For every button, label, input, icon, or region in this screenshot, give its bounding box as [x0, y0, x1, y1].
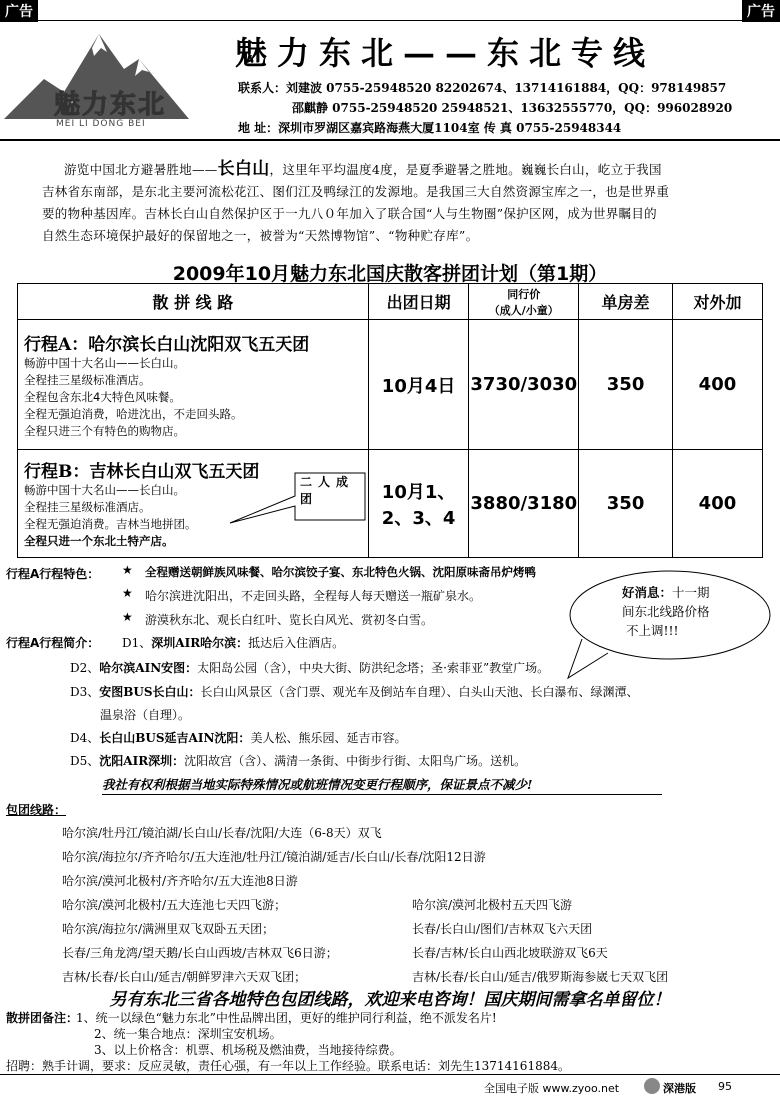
news-head: 好消息：	[622, 585, 673, 600]
note-item: 2、统一集合地点：深圳宝安机场。	[94, 1027, 282, 1041]
logo-text: 魅力东北	[54, 90, 167, 120]
page-number: 95	[718, 1080, 732, 1093]
callout-two-persons: 二人成团	[300, 475, 355, 506]
feature-star-icon: ★	[122, 586, 133, 600]
charter-route: 长春/三角龙湾/望天鹅/长白山西坡/吉林双飞6日游；	[62, 946, 338, 960]
address-line: 地 址：深圳市罗湖区嘉宾路海燕大厦1104室 传 真 0755-25948344	[238, 121, 622, 135]
day-desc: 美人松、熊乐园、延吉市容。	[250, 731, 407, 745]
day-number: D3、	[70, 685, 100, 699]
charter-route: 哈尔滨/漠河北极村/齐齐哈尔/五大连池8日游	[62, 874, 298, 888]
header-external: 对外加	[672, 284, 762, 320]
intro-line-2: 吉林省东南部，是东北主要河流松花江、图们江及鸭绿江的发源地。是我国三大自然资源宝库之一，也是世界重	[42, 184, 670, 199]
itinerary-label: 行程A行程简介：	[6, 636, 100, 650]
day-number: D5、	[70, 754, 100, 768]
note-item: 1、统一以绿色“魅力东北”中性品牌出团，更好的维护同行利益，绝不派发名片!	[76, 1011, 497, 1025]
external-cell-b: 400	[672, 450, 762, 558]
date-b-l2: 2、3、4	[381, 507, 456, 529]
intro-highlight: 长白山	[217, 159, 270, 179]
single-cell-a: 350	[579, 320, 673, 450]
date-cell-a	[368, 320, 469, 450]
feature-star-icon: ★	[122, 563, 133, 577]
route-a-line: 全程无强迫消费，哈进沈出，不走回头路。	[24, 406, 243, 421]
charter-route: 吉林/长春/长白山/延吉/俄罗斯海参崴七天双飞团	[412, 970, 669, 984]
charter-route: 哈尔滨/海拉尔/满洲里双飞双卧五天团；	[62, 922, 275, 936]
date-b-l1: 10月1、	[381, 481, 456, 503]
notes-label: 散拼团备注：	[6, 1011, 79, 1025]
page-title: 魅力东北——东北专线	[235, 34, 656, 72]
day-desc: 沈阳故宫（含）、满清一条街、中街步行街、太阳鸟广场。送机。	[184, 754, 527, 768]
day-route: 深圳AIR哈尔滨：	[151, 636, 249, 650]
route-b-line: 全程挂三星级标准酒店。	[24, 500, 151, 514]
charter-route: 哈尔滨/漠河北极村五天四飞游	[412, 898, 573, 912]
price-cell-b: 3880/3180	[469, 450, 579, 558]
top-rule	[0, 20, 780, 21]
price-cell-a: 3730/3030	[469, 320, 579, 450]
header-rule	[0, 139, 780, 141]
header-price-l1: 同行价	[507, 287, 541, 301]
header-single: 单房差	[579, 284, 673, 320]
route-a-line: 畅游中国十大名山——长白山。	[24, 355, 185, 370]
charter-route: 吉林/长春/长白山/延吉/朝鲜罗津六天双飞团；	[62, 970, 307, 984]
header-price-l2: （成人/小童）	[488, 303, 559, 317]
news-text-3: 不上调!!!	[626, 623, 679, 638]
logo-pinyin: MEI LI DONG BEI	[56, 119, 146, 129]
header-price	[469, 284, 579, 320]
route-a-line: 全程包含东北4大特色风味餐。	[24, 389, 181, 404]
logo	[4, 24, 219, 134]
ad-tag-left: 广告	[0, 0, 38, 22]
day-desc: 太阳岛公园（含），中央大街、防洪纪念塔；圣·索菲亚”教堂广场。	[197, 661, 550, 675]
intro-paragraph	[42, 158, 762, 247]
schedule-table	[17, 283, 763, 558]
charter-label: 包团线路：	[6, 803, 67, 817]
footer-site: 全国电子版 www.zyoo.net	[484, 1082, 620, 1095]
footer-rule	[0, 1074, 780, 1075]
day-route: 沈阳AIR深圳：	[99, 754, 185, 768]
route-a-line: 全程挂三星级标准酒店。	[24, 372, 151, 387]
recruit-line: 招聘：熟手计调，要求：反应灵敏，责任心强，有一年以上工作经验。联系电话：刘先生13714161884。	[6, 1059, 570, 1073]
news-bubble-text	[622, 583, 710, 640]
itinerary-day	[70, 659, 549, 676]
day-route: 长白山BUS延吉AIN沈阳：	[99, 731, 251, 745]
charter-route: 长春/长白山/图们/吉林双飞六天团	[412, 922, 593, 936]
slogan: 另有东北三省各地特色包团线路，欢迎来电咨询！国庆期间需拿名单留位！	[109, 990, 671, 1010]
route-b-line: 畅游中国十大名山——长白山。	[24, 483, 185, 497]
day-desc: 长白山风景区（含门票、观光车及倒站车自理）、白头山天池、长白瀑布、绿渊潭、	[200, 685, 639, 699]
header-date: 出团日期	[368, 284, 469, 320]
date-a: 10月4日	[381, 375, 456, 397]
intro-pre: 游览中国北方避暑胜地——	[64, 162, 218, 177]
itinerary-day-cont: 温泉浴（自理）。	[100, 708, 191, 722]
intro-line-3: 要的物种基因库。吉林长白山自然保护区于一九八０年加入了联合国“人与生物圈”保护区网，成为世界瞩目的	[42, 206, 657, 221]
itinerary-day	[70, 729, 406, 746]
day-desc: 抵达后入住酒店。	[248, 636, 345, 650]
route-b-title: 行程B：吉林长白山双飞五天团	[24, 462, 260, 482]
feature-item: 游漠秋东北、观长白红叶、览长白风光、赏初冬白雪。	[145, 613, 434, 627]
note-underline	[102, 794, 662, 795]
feature-star-icon: ★	[122, 610, 133, 624]
charter-route: 哈尔滨/海拉尔/齐齐哈尔/五大连池/牡丹江/镜泊湖/延吉/长白山/长春/沈阳12日游	[62, 850, 486, 864]
charter-route: 哈尔滨/牡丹江/镜泊湖/长白山/长春/沈阳/大连（6-8天）双飞	[62, 826, 382, 840]
route-b-line: 全程无强迫消费。吉林当地拼团。	[24, 517, 197, 531]
date-cell-b	[368, 450, 469, 558]
table-header-row	[18, 284, 763, 320]
external-cell-a: 400	[672, 320, 762, 450]
table-row	[18, 320, 763, 450]
news-text-2: 间东北线路价格	[622, 604, 710, 619]
footer-edition: 深港版	[663, 1082, 696, 1095]
footer-emblem-icon	[644, 1078, 660, 1094]
feature-item: 全程赠送朝鲜族风味餐、哈尔滨饺子宴、东北特色火锅、沈阳原味斋吊炉烤鸭	[145, 565, 536, 579]
charter-route: 长春/吉林/长白山西北坡联游双飞6天	[412, 946, 608, 960]
charter-route: 哈尔滨/漠河北极村/五大连池七天四飞游；	[62, 898, 287, 912]
news-text-1: 十一期	[672, 585, 710, 600]
day-route: 哈尔滨AIN安图：	[99, 661, 198, 675]
route-a-title: 行程A：哈尔滨长白山沈阳双飞五天团	[24, 334, 310, 355]
header-route: 散 拼 线 路	[18, 284, 369, 320]
day-number: D1、	[122, 636, 152, 650]
itinerary-note: 我社有权利根据当地实际特殊情况或航班情况变更行程顺序，保证景点不减少!	[102, 777, 533, 792]
itinerary-day	[122, 634, 344, 651]
ad-tag-right: 广告	[742, 0, 780, 22]
day-number: D2、	[70, 661, 100, 675]
table-row	[18, 450, 763, 558]
route-b-line: 全程只进一个东北土特产店。	[24, 534, 174, 548]
day-route: 安图BUS长白山：	[99, 685, 201, 699]
single-cell-b: 350	[579, 450, 673, 558]
feature-item: 哈尔滨进沈阳出，不走回头路，全程每人每天赠送一瓶矿泉水。	[145, 589, 482, 603]
features-label: 行程A行程特色：	[6, 567, 100, 581]
route-cell-a	[18, 320, 369, 450]
intro-line-4: 自然生态环境保护最好的保留地之一，被誉为“天然博物馆”、“物种贮存库”。	[42, 228, 479, 243]
contact-line-2: 邵麒静 0755-25948520 25948521、13632555770，QQ：996028920	[292, 101, 733, 115]
note-item: 3、以上价格含：机票、机场税及燃油费，当地接待综费。	[94, 1043, 402, 1057]
plan-title: 2009年10月魅力东北国庆散客拼团计划（第1期）	[172, 263, 608, 285]
route-a-line: 全程只进三个有特色的购物店。	[24, 423, 185, 438]
itinerary-day	[70, 752, 526, 769]
day-number: D4、	[70, 731, 100, 745]
itinerary-day	[70, 683, 639, 700]
contact-line-1: 联系人：刘建波 0755-25948520 82202674、13714161884，QQ：978149857	[238, 81, 727, 95]
intro-line1-post: ，这里年平均温度4度，是夏季避暑之胜地。巍巍长白山，屹立于我国	[269, 162, 662, 177]
